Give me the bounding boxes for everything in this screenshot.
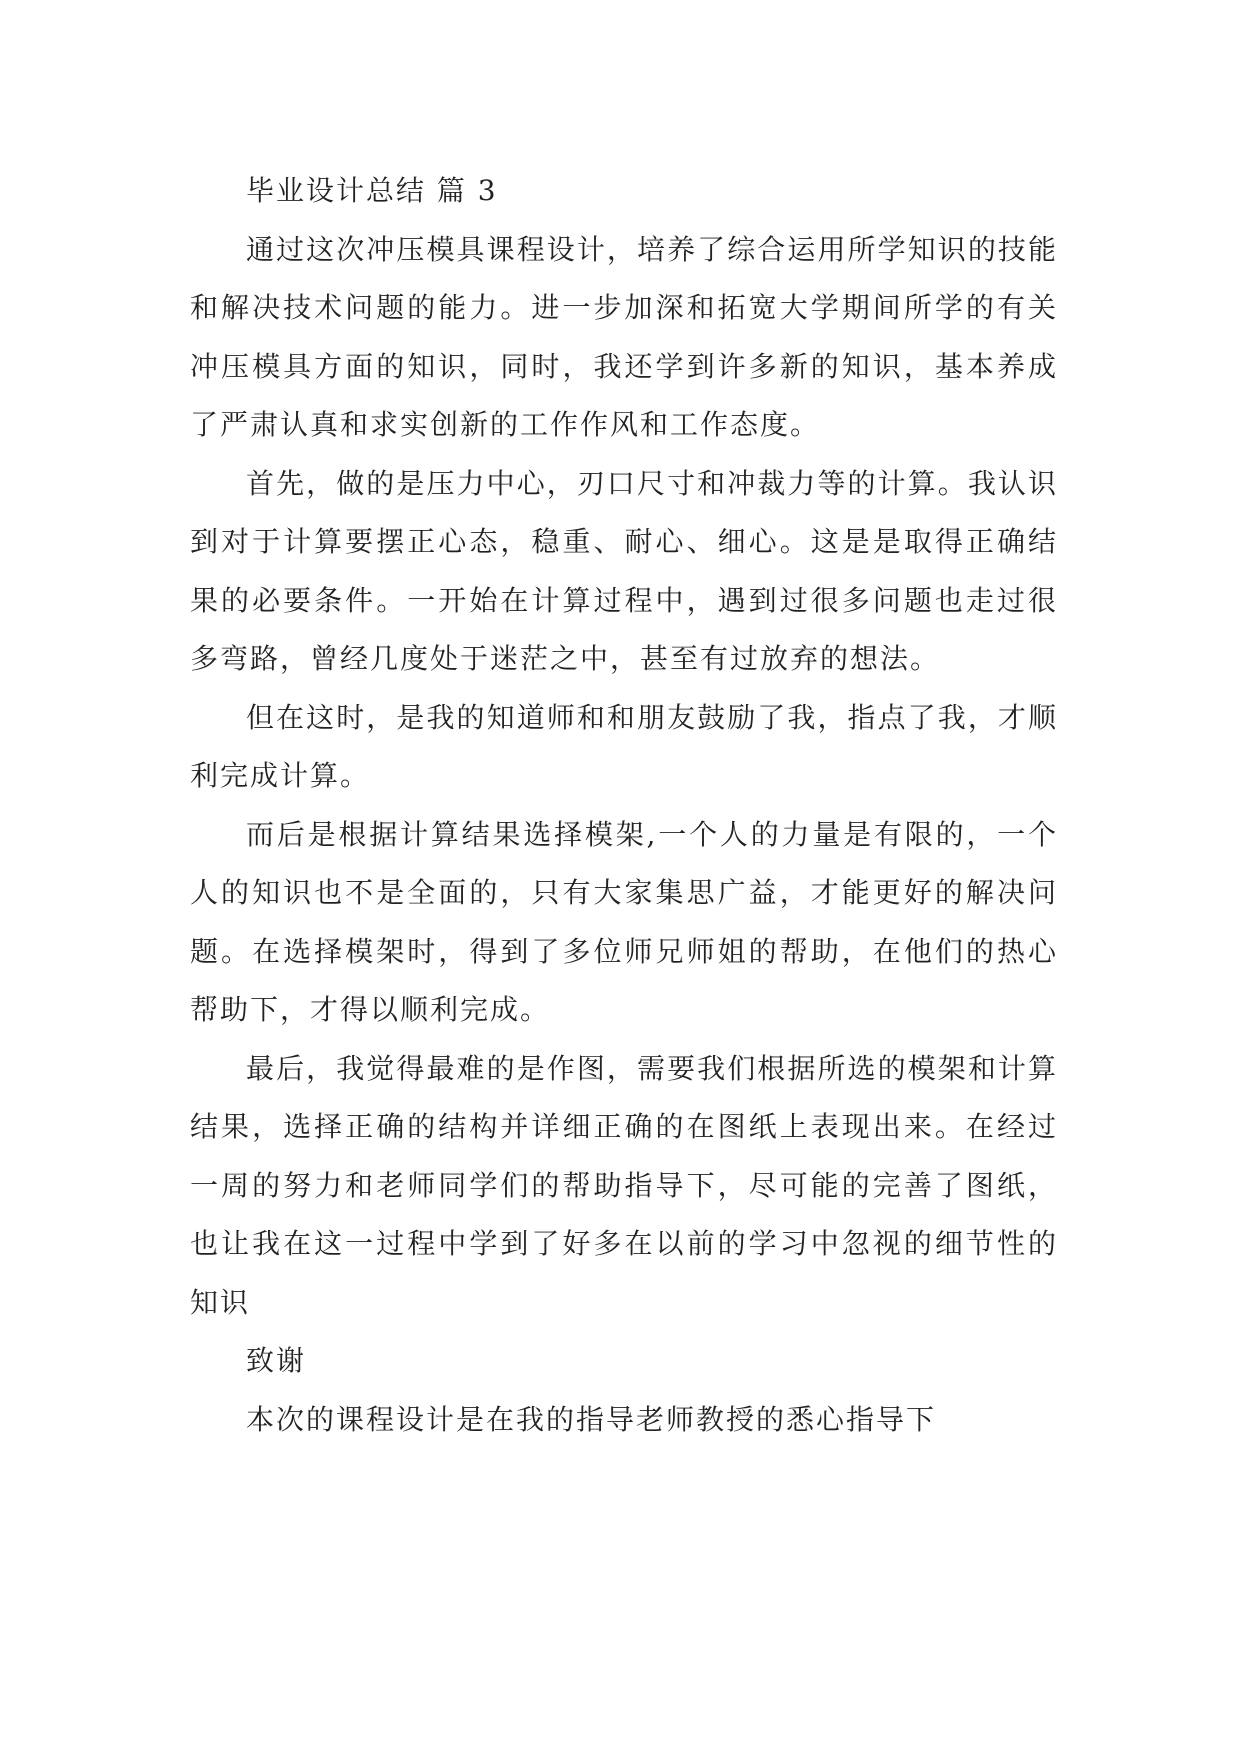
paragraph-2: 首先，做的是压力中心，刃口尺寸和冲裁力等的计算。我认识到对于计算要摆正心态，稳重、耐心、细心。这是是取得正确结果的必要条件。一开始在计算过程中，遇到过很多问题也走过很多弯路，曾经几度处于迷茫之中，甚至有过放弃的想法。 [190, 466, 1058, 675]
paragraph-4: 而后是根据计算结果选择模架,一个人的力量是有限的，一个人的知识也不是全面的，只有大家集思广益，才能更好的解决问题。在选择模架时，得到了多位师兄师姐的帮助，在他们的热心帮助下，才得以顺利完成。 [190, 817, 1058, 1026]
acknowledgement-heading: 致谢 [246, 1344, 307, 1377]
paragraph-3: 但在这时，是我的知道师和和朋友鼓励了我，指点了我，才顺利完成计算。 [190, 700, 1058, 792]
document-title: 毕业设计总结 篇 3 [246, 174, 498, 207]
paragraph-1: 通过这次冲压模具课程设计，培养了综合运用所学知识的技能和解决技术问题的能力。进一步加深和拓宽大学期间所学的有关冲压模具方面的知识，同时，我还学到许多新的知识，基本养成了严肃认真和求实创新的工作作风和工作态度。 [190, 232, 1058, 441]
paragraph-5: 最后，我觉得最难的是作图，需要我们根据所选的模架和计算结果，选择正确的结构并详细正确的在图纸上表现出来。在经过一周的努力和老师同学们的帮助指导下，尽可能的完善了图纸，也让我在这一过程中学到了好多在以前的学习中忽视的细节性的知识 [190, 1051, 1058, 1319]
closing-paragraph: 本次的课程设计是在我的指导老师教授的悉心指导下 [246, 1402, 937, 1436]
document-body [190, 162, 1058, 1449]
